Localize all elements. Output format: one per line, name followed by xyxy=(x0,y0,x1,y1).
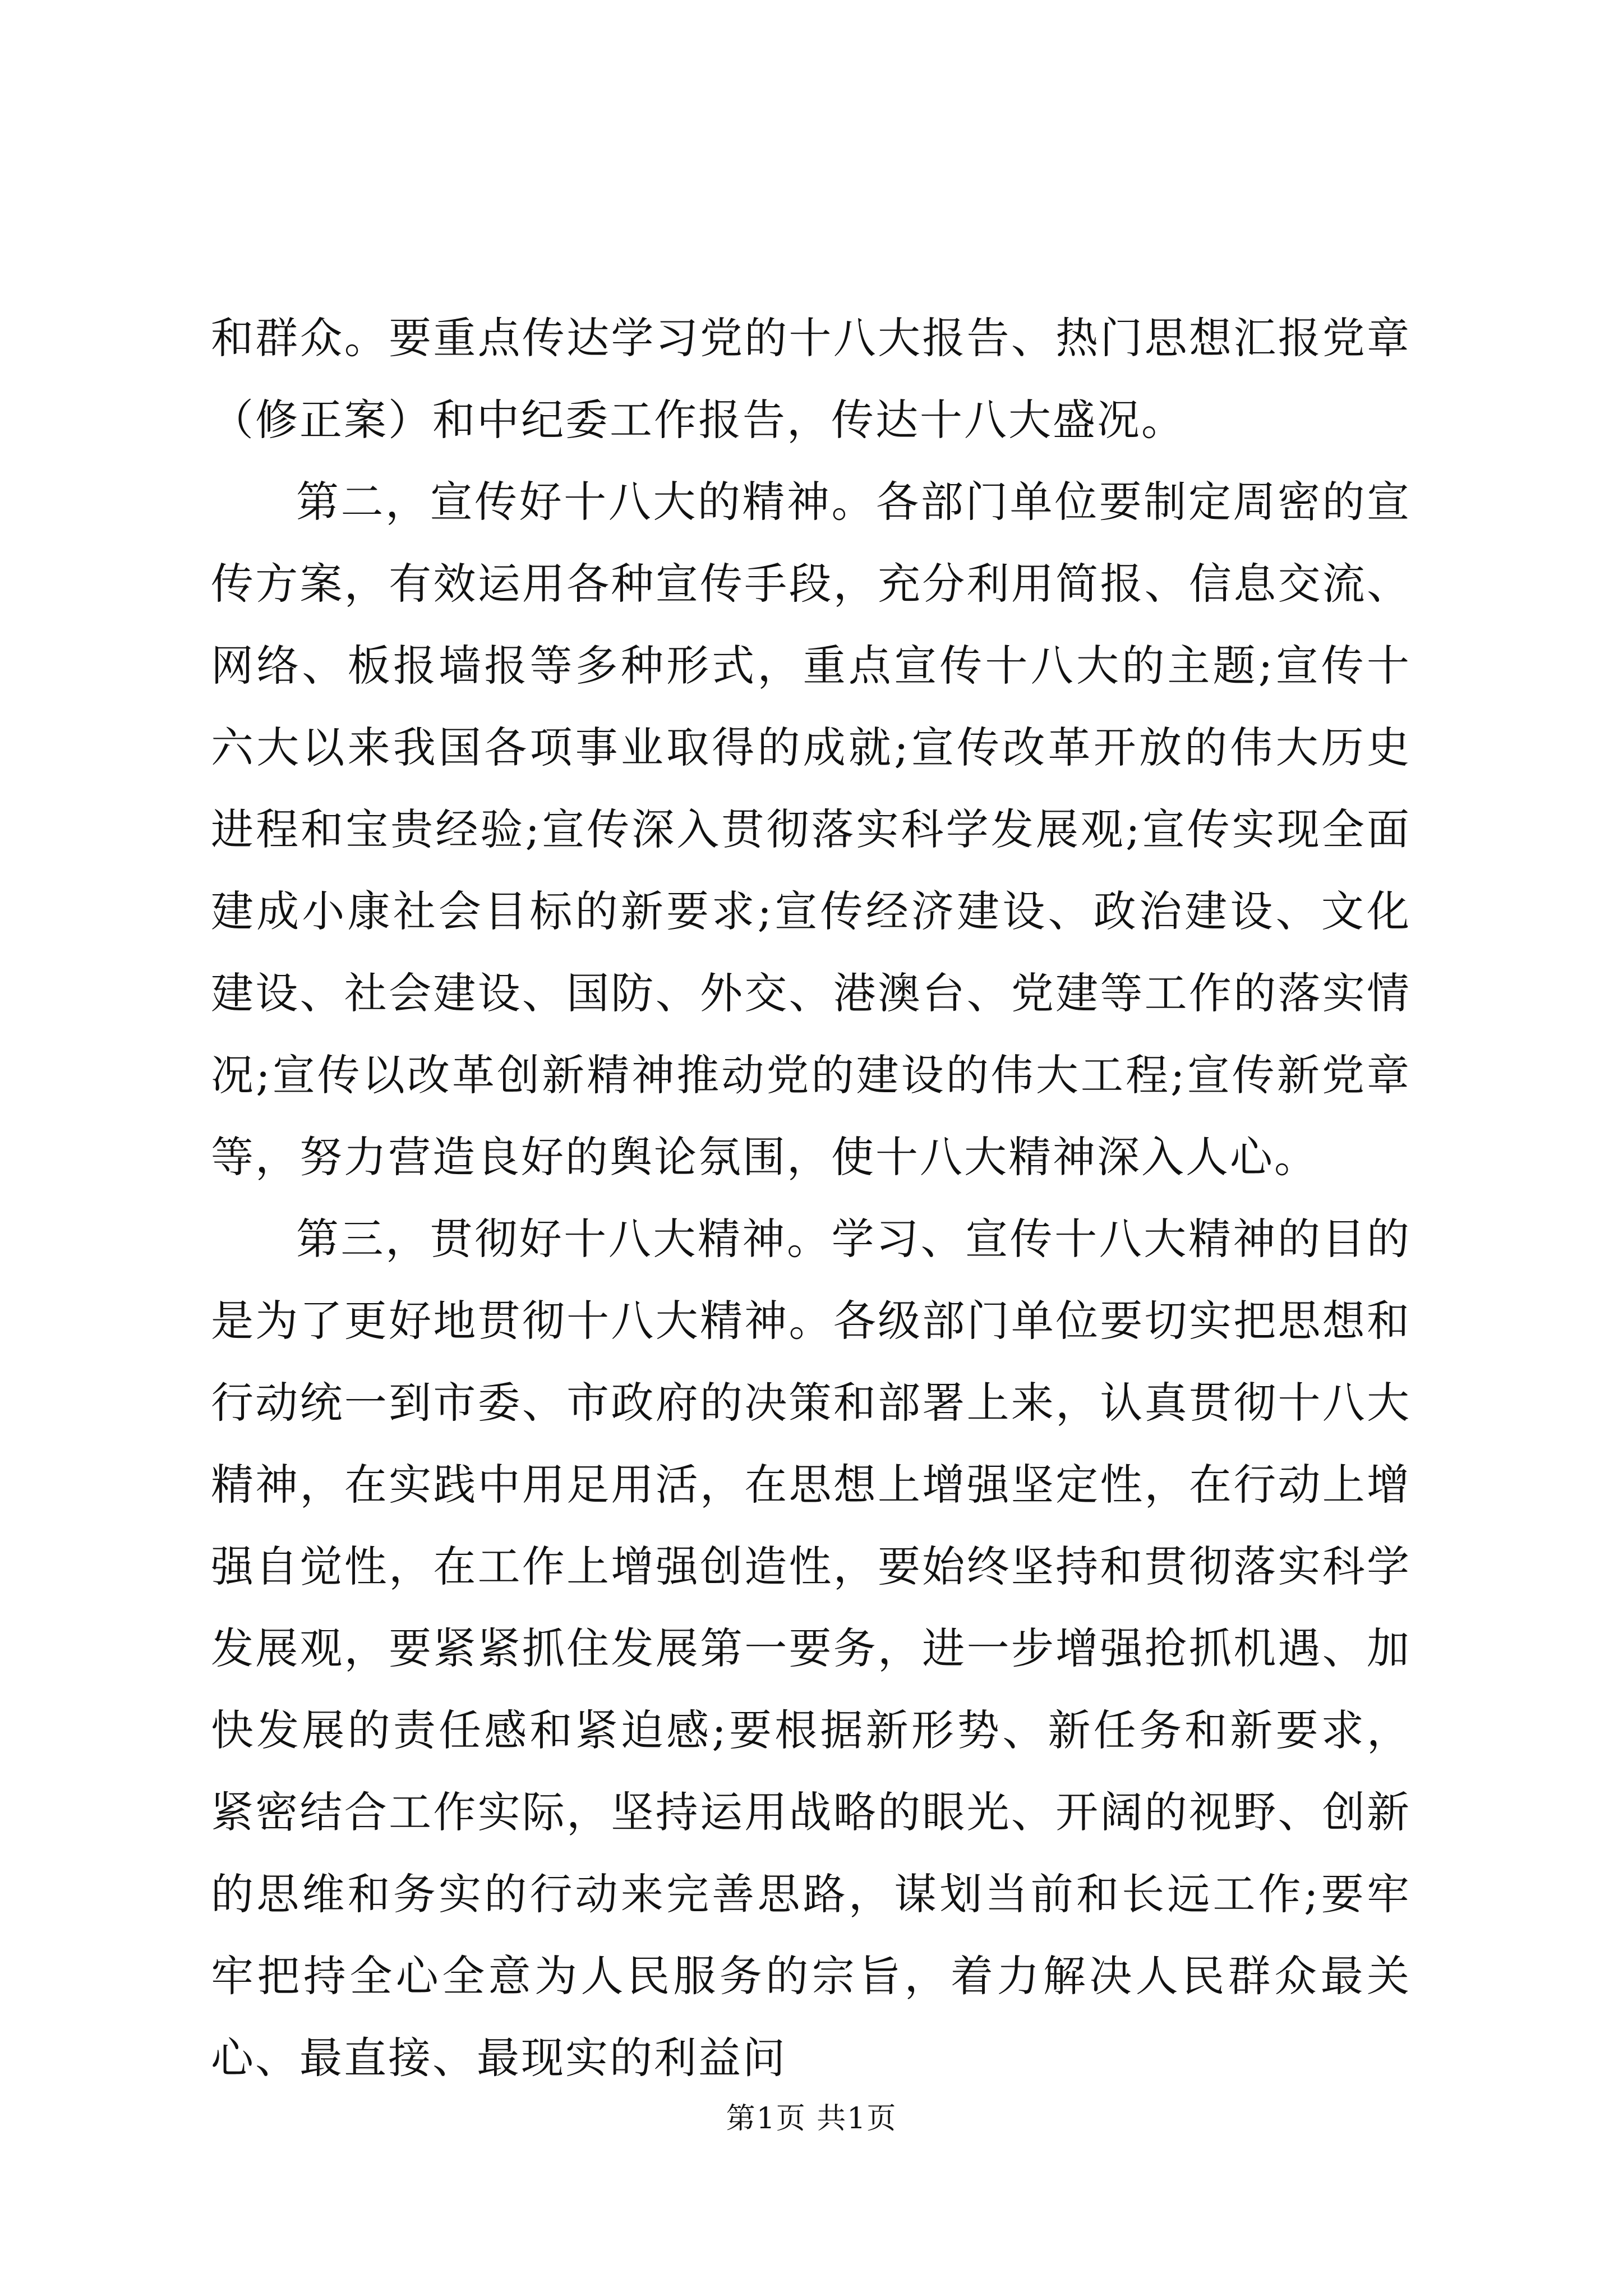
body-text xyxy=(211,297,1411,2099)
paragraph-second: 第二，宣传好十八大的精神。各部门单位要制定周密的宣传方案，有效运用各种宣传手段，充分利用简报、信息交流、网络、板报墙报等多种形式，重点宣传十八大的主题;宣传十六大以来我国各项事业取得的成就;宣传改革开放的伟大历史进程和宝贵经验;宣传深入贯彻落实科学发展观;宣传实现全面建成小康社会目标的新要求;宣传经济建设、政治建设、文化建设、社会建设、国防、外交、港澳台、党建等工作的落实情况;宣传以改革创新精神推动党的建设的伟大工程;宣传新党章等，努力营造良好的舆论氛围，使十八大精神深入人心。 xyxy=(211,477,1411,1182)
page-footer: 第1页 共1页 xyxy=(726,2102,897,2136)
paragraph-continuation: 和群众。要重点传达学习党的十八大报告、热门思想汇报党章（修正案）和中纪委工作报告，传达十八大盛况。 xyxy=(211,313,1411,445)
paragraph-third: 第三，贯彻好十八大精神。学习、宣传十八大精神的目的是为了更好地贯彻十八大精神。各级部门单位要切实把思想和行动统一到市委、市政府的决策和部署上来，认真贯彻十八大精神，在实践中用足用活，在思想上增强坚定性，在行动上增强自觉性，在工作上增强创造性，要始终坚持和贯彻落实科学发展观，要紧紧抓住发展第一要务，进一步增强抢抓机遇、加快发展的责任感和紧迫感;要根据新形势、新任务和新要求，紧密结合工作实际，坚持运用战略的眼光、开阔的视野、创新的思维和务实的行动来完善思路，谋划当前和长远工作;要牢牢把持全心全意为人民服务的宗旨，着力解决人民群众最关心、最直接、最现实的利益问 xyxy=(211,1214,1411,2083)
